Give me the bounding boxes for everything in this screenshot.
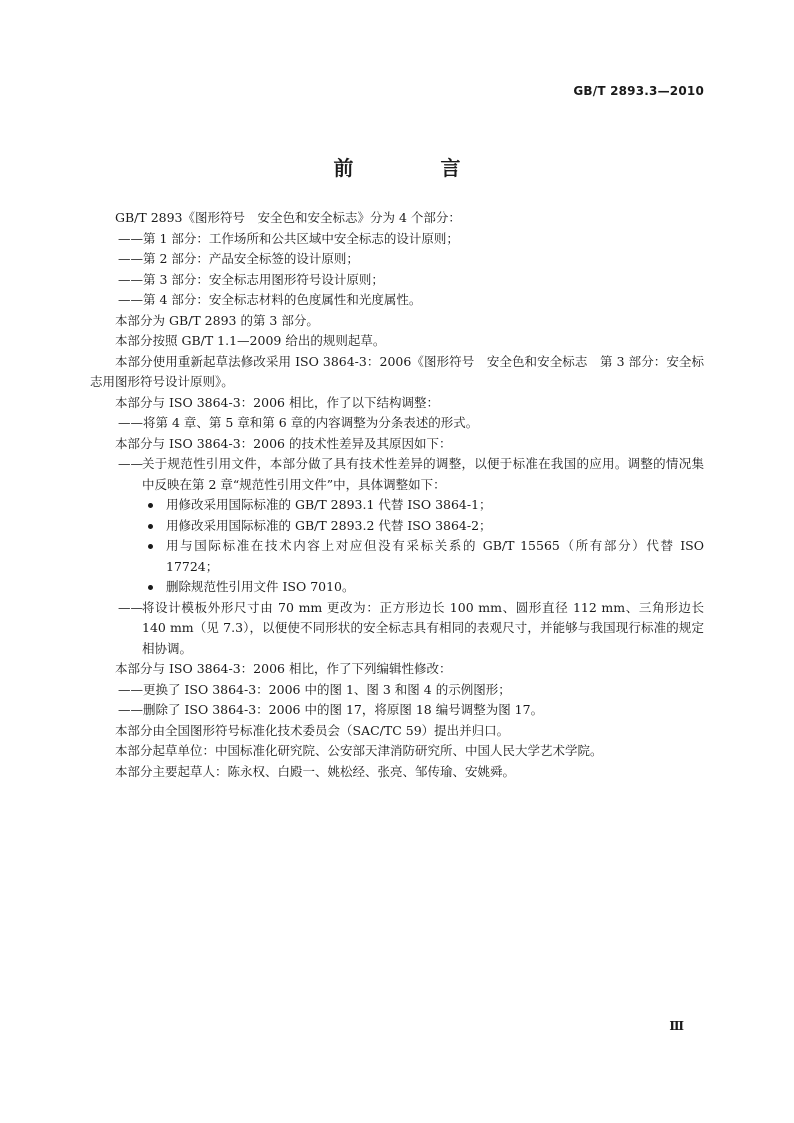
dash-item: ——第 1 部分：工作场所和公共区域中安全标志的设计原则； bbox=[118, 230, 459, 246]
paragraph: 本部分与 ISO 3864-3：2006 相比，作了下列编辑性修改： bbox=[115, 661, 452, 676]
dash-item-hanging bbox=[90, 454, 704, 495]
paragraph: 本部分按照 GB/T 1.1—2009 给出的规则起草。 bbox=[115, 333, 386, 348]
paragraph: 本部分为 GB/T 2893 的第 3 部分。 bbox=[115, 312, 319, 328]
dash-item: ——将第 4 章、第 5 章和第 6 章的内容调整为分条表述的形式。 bbox=[118, 415, 479, 430]
bullet-item bbox=[90, 495, 704, 516]
paragraph: GB/T 2893《图形符号 安全色和安全标志》分为 4 个部分： bbox=[115, 210, 461, 225]
dash-item: ——更换了 ISO 3864-3：2006 中的图 1、图 3 和图 4 的示例图形； bbox=[118, 681, 511, 697]
paragraph: 本部分主要起草人：陈永权、白殿一、姚松经、张亮、邹传瑜、安姚舜。 bbox=[115, 763, 516, 779]
paragraph: 本部分使用重新起草法修改采用 ISO 3864-3：2006《图形符号 安全色和安全标志 第 3 部分：安全标志用图形符号设计原则》。 bbox=[90, 353, 704, 389]
bullet-item bbox=[90, 577, 704, 598]
dash-item-hanging bbox=[90, 598, 704, 660]
dash-item: ——第 3 部分：安全标志用图形符号设计原则； bbox=[118, 271, 384, 287]
bullet-item bbox=[90, 516, 704, 537]
dash-item-text: 将设计模板外形尺寸由 70 mm 更改为：正方形边长 100 mm、圆形直径 112 mm、三角形边长 140 mm（见 7.3），以便使不同形状的安全标志具有相同的表观尺寸，并能够与我国现行标准的规定相协调。 bbox=[142, 599, 704, 656]
dash-item: ——删除了 ISO 3864-3：2006 中的图 17，将原图 18 编号调整为图 17。 bbox=[118, 702, 544, 717]
bullet-dot-icon bbox=[148, 585, 153, 590]
bullet-item bbox=[90, 536, 704, 577]
bullet-text: 删除规范性引用文件 ISO 7010。 bbox=[166, 579, 355, 594]
dash-item: ——第 4 部分：安全标志材料的色度属性和光度属性。 bbox=[118, 292, 422, 307]
bullet-text: 用与国际标准在技术内容上对应但没有采标关系的 GB/T 15565（所有部分）代替 ISO 17724； bbox=[166, 538, 704, 574]
standard-code: GB/T 2893.3—2010 bbox=[573, 84, 704, 98]
bullet-dot-icon bbox=[148, 544, 153, 549]
bullet-dot-icon bbox=[148, 524, 153, 529]
paragraph: 本部分与 ISO 3864-3：2006 的技术性差异及其原因如下： bbox=[115, 435, 452, 451]
paragraph: 本部分由全国图形符号标准化技术委员会（SAC/TC 59）提出并归口。 bbox=[115, 722, 510, 738]
dash-lead: —— bbox=[118, 599, 143, 615]
foreword-body bbox=[90, 208, 704, 782]
bullet-dot-icon bbox=[148, 503, 153, 508]
page-number: Ⅲ bbox=[669, 1019, 684, 1033]
bullet-text: 用修改采用国际标准的 GB/T 2893.2 代替 ISO 3864-2； bbox=[166, 517, 492, 533]
dash-item: ——第 2 部分：产品安全标签的设计原则； bbox=[118, 251, 359, 266]
page-title: 前 言 bbox=[333, 156, 501, 180]
dash-item-text: 关于规范性引用文件，本部分做了具有技术性差异的调整，以便于标准在我国的应用。调整的情况集中反映在第 2 章“规范性引用文件”中，具体调整如下： bbox=[142, 456, 704, 492]
bullet-text: 用修改采用国际标准的 GB/T 2893.1 代替 ISO 3864-1； bbox=[166, 497, 492, 512]
paragraph: 本部分起草单位：中国标准化研究院、公安部天津消防研究所、中国人民大学艺术学院。 bbox=[115, 743, 603, 758]
dash-lead: —— bbox=[118, 456, 143, 471]
paragraph: 本部分与 ISO 3864-3：2006 相比，作了以下结构调整： bbox=[115, 394, 439, 410]
